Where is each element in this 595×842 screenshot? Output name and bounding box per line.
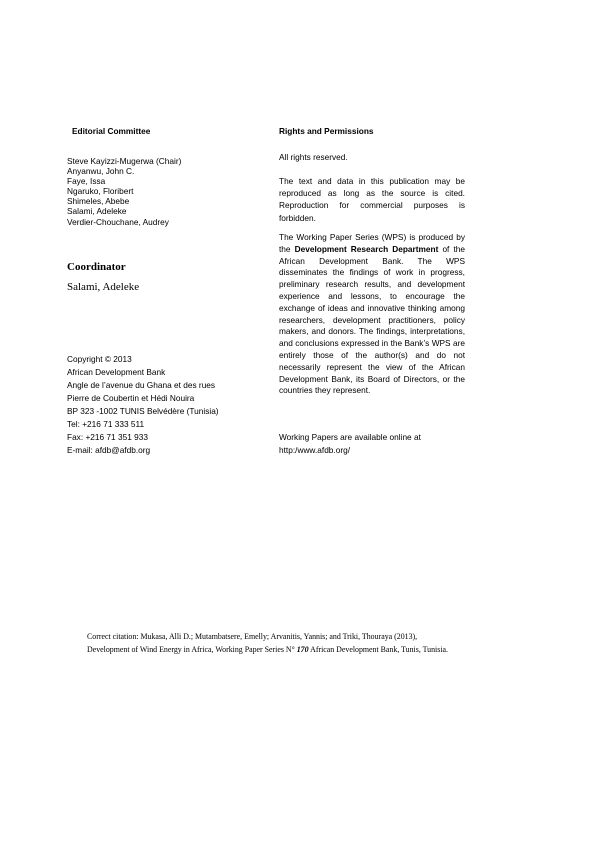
coordinator-name: Salami, Adeleke	[67, 281, 140, 293]
telephone: Tel: +216 71 333 511	[67, 419, 145, 429]
rights-heading: Rights and Permissions	[279, 126, 374, 136]
department-name: Development Research Department	[294, 243, 439, 254]
paper-number: 170	[296, 645, 309, 654]
committee-member: Ngaruko, Floribert	[67, 186, 134, 197]
committee-member: Verdier-Chouchane, Audrey	[67, 216, 169, 227]
coordinator-heading: Coordinator	[67, 261, 126, 273]
online-availability: Working Papers are available online at http:/www.afdb.org/	[279, 432, 421, 455]
committee-member: Faye, Issa	[67, 176, 106, 187]
contact-block	[67, 353, 219, 457]
fax: Fax: +216 71 351 933	[67, 432, 148, 442]
reproduction-notice: The text and data in this publication may be reproduced as long as the source is cited. Reproduction for commercial purposes is forbidden.	[279, 176, 465, 223]
correct-citation: Correct citation: Mukasa, Alli D.; Mutambatsere, Emelly; Arvanitis, Yannis; and Triki, Thouraya (2013), Development of Wind Energy in Africa, Working Paper Series N° 170 African Development Bank, Tunis, Tunisia.	[87, 632, 448, 654]
address-line: BP 323 -1002 TUNIS Belvédère (Tunisia)	[67, 406, 219, 416]
address-line: Angle de l’avenue du Ghana et des rues	[67, 380, 216, 390]
committee-member: Steve Kayizzi-Mugerwa (Chair)	[67, 156, 182, 166]
organization-name: African Development Bank	[67, 367, 166, 377]
website-link[interactable]: http:/www.afdb.org/	[279, 444, 351, 455]
editorial-committee-list	[67, 156, 181, 227]
rights-reserved: All rights reserved.	[279, 152, 348, 162]
committee-member: Salami, Adeleke	[67, 206, 127, 217]
committee-member: Shimeles, Abebe	[67, 196, 130, 207]
email: E-mail: afdb@afdb.org	[67, 445, 151, 455]
copyright-line: Copyright © 2013	[67, 354, 132, 364]
wps-description: The Working Paper Series (WPS) is produced by the Development Research Department of the African Development Bank. The WPS disseminates the findings of work in progress, preliminary research results, and development experience and lessons, to encourage the exchange of ideas and innovative thinking among researchers, development practitioners, policy makers, and donors. The findings, interpretations, and conclusions expressed in the Bank’s WPS are entirely those of the author(s) and do not necessarily represent the view of the African Development Bank, its Board of Directors, or the countries they represent.	[279, 232, 465, 396]
address-line: Pierre de Coubertin et Hédi Nouira	[67, 393, 195, 403]
committee-member: Anyanwu, John C.	[67, 166, 135, 177]
editorial-committee-heading: Editorial Committee	[72, 126, 151, 136]
